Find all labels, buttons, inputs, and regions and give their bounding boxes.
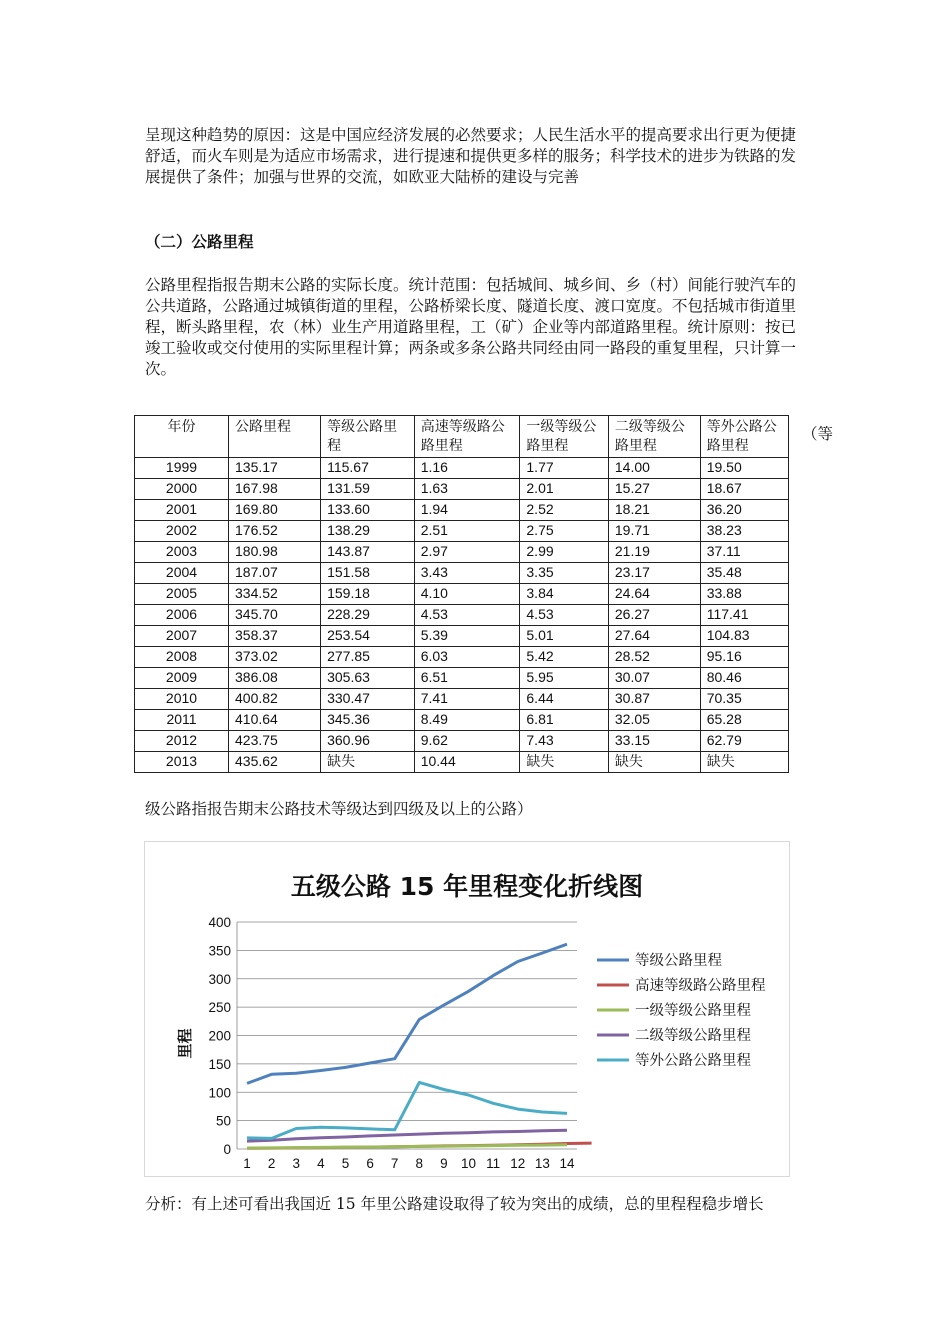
table-cell: 18.21 [608, 500, 700, 521]
table-cell: 30.07 [608, 668, 700, 689]
table-cell: 138.29 [321, 521, 415, 542]
x-tick-label: 9 [440, 1156, 448, 1171]
y-axis-label: 里程 [176, 1028, 194, 1059]
table-cell: 23.17 [608, 563, 700, 584]
chart-plot [145, 842, 789, 1176]
table-cell: 38.23 [700, 521, 788, 542]
table-cell: 3.84 [520, 584, 608, 605]
table-cell: 187.07 [229, 563, 321, 584]
section-heading: （二）公路里程 [145, 233, 254, 251]
x-tick-label: 2 [267, 1156, 276, 1171]
table-cell: 19.50 [700, 458, 788, 479]
x-tick-label: 14 [559, 1156, 575, 1171]
table-cell: 24.64 [608, 584, 700, 605]
table-cell: 6.81 [520, 710, 608, 731]
table-cell: 缺失 [520, 752, 608, 773]
y-tick-label: 350 [208, 943, 231, 959]
table-cell: 15.27 [608, 479, 700, 500]
table-cell: 386.08 [229, 668, 321, 689]
table-cell: 缺失 [608, 752, 700, 773]
table-row [135, 458, 789, 479]
table-cell: 151.58 [321, 563, 415, 584]
table-cell: 80.46 [700, 668, 788, 689]
table-cell: 5.95 [520, 668, 608, 689]
table-cell: 159.18 [321, 584, 415, 605]
line-chart [144, 841, 790, 1177]
table-cell: 115.67 [321, 458, 415, 479]
x-tick-label: 8 [415, 1156, 424, 1171]
table-cell: 2.99 [520, 542, 608, 563]
table-cell: 133.60 [321, 500, 415, 521]
road-mileage-table [134, 415, 789, 773]
table-cell: 345.70 [229, 605, 321, 626]
table-row [135, 500, 789, 521]
table-cell: 6.51 [414, 668, 520, 689]
y-tick-label: 150 [208, 1056, 231, 1072]
table-cell: 2011 [135, 710, 229, 731]
table-cell: 305.63 [321, 668, 415, 689]
table-cell: 36.20 [700, 500, 788, 521]
table-cell: 423.75 [229, 731, 321, 752]
table-cell: 30.87 [608, 689, 700, 710]
table-cell: 2005 [135, 584, 229, 605]
table-cell: 33.15 [608, 731, 700, 752]
table-cell: 253.54 [321, 626, 415, 647]
table-cell: 2010 [135, 689, 229, 710]
table-cell: 169.80 [229, 500, 321, 521]
y-tick-label: 50 [215, 1113, 231, 1129]
series-line [247, 1145, 567, 1148]
x-tick-label: 5 [341, 1156, 350, 1171]
table-cell: 117.41 [700, 605, 788, 626]
table-cell: 360.96 [321, 731, 415, 752]
table-cell: 5.42 [520, 647, 608, 668]
table-row [135, 752, 789, 773]
table-header-cell: 等外公路公路里程 [700, 416, 788, 458]
table-row [135, 542, 789, 563]
table-cell: 1.77 [520, 458, 608, 479]
table-header-row [135, 416, 789, 458]
table-header-cell: 等级公路里程 [321, 416, 415, 458]
legend-entry: 二级等级公路里程 [635, 1028, 751, 1044]
table-cell: 14.00 [608, 458, 700, 479]
table-cell: 143.87 [321, 542, 415, 563]
paragraph-definition: 公路里程指报告期末公路的实际长度。统计范围：包括城间、城乡间、乡（村）间能行驶汽车的公共道路，公路通过城镇街道的里程，公路桥梁长度、隧道长度、渡口宽度。不包括城市街道里程，断头路里程，农（林）业生产用道路里程，工（矿）企业等内部道路里程。统计原则：按已竣工验收或交付使用的实际里程计算；两条或多条公路共同经由同一路段的重复里程，只计算一次。 [145, 276, 797, 378]
y-tick-label: 0 [223, 1142, 231, 1157]
table-cell: 358.37 [229, 626, 321, 647]
y-tick-label: 200 [208, 1028, 231, 1044]
table-cell: 10.44 [414, 752, 520, 773]
x-tick-label: 4 [317, 1156, 325, 1171]
chart-title: 五级公路 15 年里程变化折线图 [290, 872, 644, 901]
legend-entry: 等外公路公路里程 [635, 1053, 751, 1069]
x-tick-label: 11 [486, 1156, 501, 1171]
paragraph-reasons: 呈现这种趋势的原因：这是中国应经济发展的必然要求；人民生活水平的提高要求出行更为便捷舒适，而火车则是为适应市场需求，进行提速和提供更多样的服务；科学技术的进步为铁路的发展提供了条件；加强与世界的交流，如欧亚大陆桥的建设与完善 [145, 126, 797, 186]
table-cell: 6.44 [520, 689, 608, 710]
table-cell: 2008 [135, 647, 229, 668]
table-row [135, 626, 789, 647]
table-cell: 334.52 [229, 584, 321, 605]
table-cell: 2003 [135, 542, 229, 563]
table-cell: 2013 [135, 752, 229, 773]
table-cell: 27.64 [608, 626, 700, 647]
table-cell: 135.17 [229, 458, 321, 479]
table-row [135, 668, 789, 689]
table-cell: 2001 [135, 500, 229, 521]
table-cell: 345.36 [321, 710, 415, 731]
table-cell: 6.03 [414, 647, 520, 668]
table-cell: 9.62 [414, 731, 520, 752]
table-cell: 33.88 [700, 584, 788, 605]
table-cell: 1.94 [414, 500, 520, 521]
side-note: （等 [802, 425, 834, 443]
y-tick-label: 300 [208, 971, 231, 987]
table-row [135, 563, 789, 584]
table-cell: 2007 [135, 626, 229, 647]
table-cell: 7.43 [520, 731, 608, 752]
table-cell: 70.35 [700, 689, 788, 710]
table-cell: 3.43 [414, 563, 520, 584]
table-cell: 2006 [135, 605, 229, 626]
y-tick-label: 100 [208, 1085, 231, 1101]
table-cell: 1.16 [414, 458, 520, 479]
table-cell: 330.47 [321, 689, 415, 710]
table-cell: 4.53 [414, 605, 520, 626]
table-cell: 7.41 [414, 689, 520, 710]
x-tick-label: 1 [243, 1156, 251, 1171]
table-row [135, 605, 789, 626]
table-cell: 2009 [135, 668, 229, 689]
table-cell: 37.11 [700, 542, 788, 563]
table-cell: 180.98 [229, 542, 321, 563]
table-row [135, 479, 789, 500]
x-tick-label: 13 [534, 1156, 550, 1171]
table-cell: 19.71 [608, 521, 700, 542]
table-cell: 32.05 [608, 710, 700, 731]
table-cell: 35.48 [700, 563, 788, 584]
legend-entry: 等级公路里程 [635, 953, 722, 969]
y-tick-label: 400 [208, 915, 231, 930]
table-row [135, 647, 789, 668]
table-row [135, 689, 789, 710]
x-tick-label: 7 [390, 1156, 399, 1171]
table-cell: 1.63 [414, 479, 520, 500]
table-cell: 28.52 [608, 647, 700, 668]
table-cell: 62.79 [700, 731, 788, 752]
table-cell: 176.52 [229, 521, 321, 542]
table-cell: 18.67 [700, 479, 788, 500]
table-cell: 缺失 [700, 752, 788, 773]
table-cell: 缺失 [321, 752, 415, 773]
table-cell: 65.28 [700, 710, 788, 731]
x-tick-label: 3 [292, 1156, 300, 1171]
table-cell: 2012 [135, 731, 229, 752]
table-row [135, 731, 789, 752]
series-line [247, 1130, 567, 1141]
table-cell: 400.82 [229, 689, 321, 710]
y-tick-label: 250 [208, 1000, 231, 1016]
table-cell: 435.62 [229, 752, 321, 773]
table-header-cell: 公路里程 [229, 416, 321, 458]
table-cell: 8.49 [414, 710, 520, 731]
table-cell: 21.19 [608, 542, 700, 563]
table-row [135, 584, 789, 605]
table-cell: 3.35 [520, 563, 608, 584]
table-header-cell: 年份 [135, 416, 229, 458]
table-cell: 277.85 [321, 647, 415, 668]
table-cell: 2.52 [520, 500, 608, 521]
table-row [135, 521, 789, 542]
table-cell: 4.10 [414, 584, 520, 605]
series-line [247, 944, 567, 1083]
table-cell: 95.16 [700, 647, 788, 668]
table-cell: 410.64 [229, 710, 321, 731]
x-tick-label: 12 [510, 1156, 526, 1171]
table-cell: 2.01 [520, 479, 608, 500]
table-cell: 2.51 [414, 521, 520, 542]
table-cell: 131.59 [321, 479, 415, 500]
table-cell: 228.29 [321, 605, 415, 626]
table-cell: 2004 [135, 563, 229, 584]
table-header-cell: 高速等级路公路里程 [414, 416, 520, 458]
table-cell: 4.53 [520, 605, 608, 626]
table-cell: 5.39 [414, 626, 520, 647]
table-cell: 2000 [135, 479, 229, 500]
table-row [135, 710, 789, 731]
table-cell: 26.27 [608, 605, 700, 626]
table-cell: 2.97 [414, 542, 520, 563]
paragraph-analysis: 分析：有上述可看出我国近 15 年里公路建设取得了较为突出的成绩，总的里程程稳步增长 [145, 1195, 764, 1213]
legend-entry: 一级等级公路里程 [635, 1003, 751, 1019]
x-tick-label: 6 [366, 1156, 374, 1171]
table-cell: 2002 [135, 521, 229, 542]
x-tick-label: 10 [461, 1156, 477, 1171]
paragraph-footnote: 级公路指报告期末公路技术等级达到四级及以上的公路） [145, 800, 533, 818]
table-header-cell: 一级等级公路里程 [520, 416, 608, 458]
table-cell: 167.98 [229, 479, 321, 500]
table-cell: 1999 [135, 458, 229, 479]
table-cell: 373.02 [229, 647, 321, 668]
legend-entry: 高速等级路公路里程 [635, 978, 766, 994]
table-cell: 2.75 [520, 521, 608, 542]
table-header-cell: 二级等级公路里程 [608, 416, 700, 458]
table-cell: 104.83 [700, 626, 788, 647]
table-cell: 5.01 [520, 626, 608, 647]
